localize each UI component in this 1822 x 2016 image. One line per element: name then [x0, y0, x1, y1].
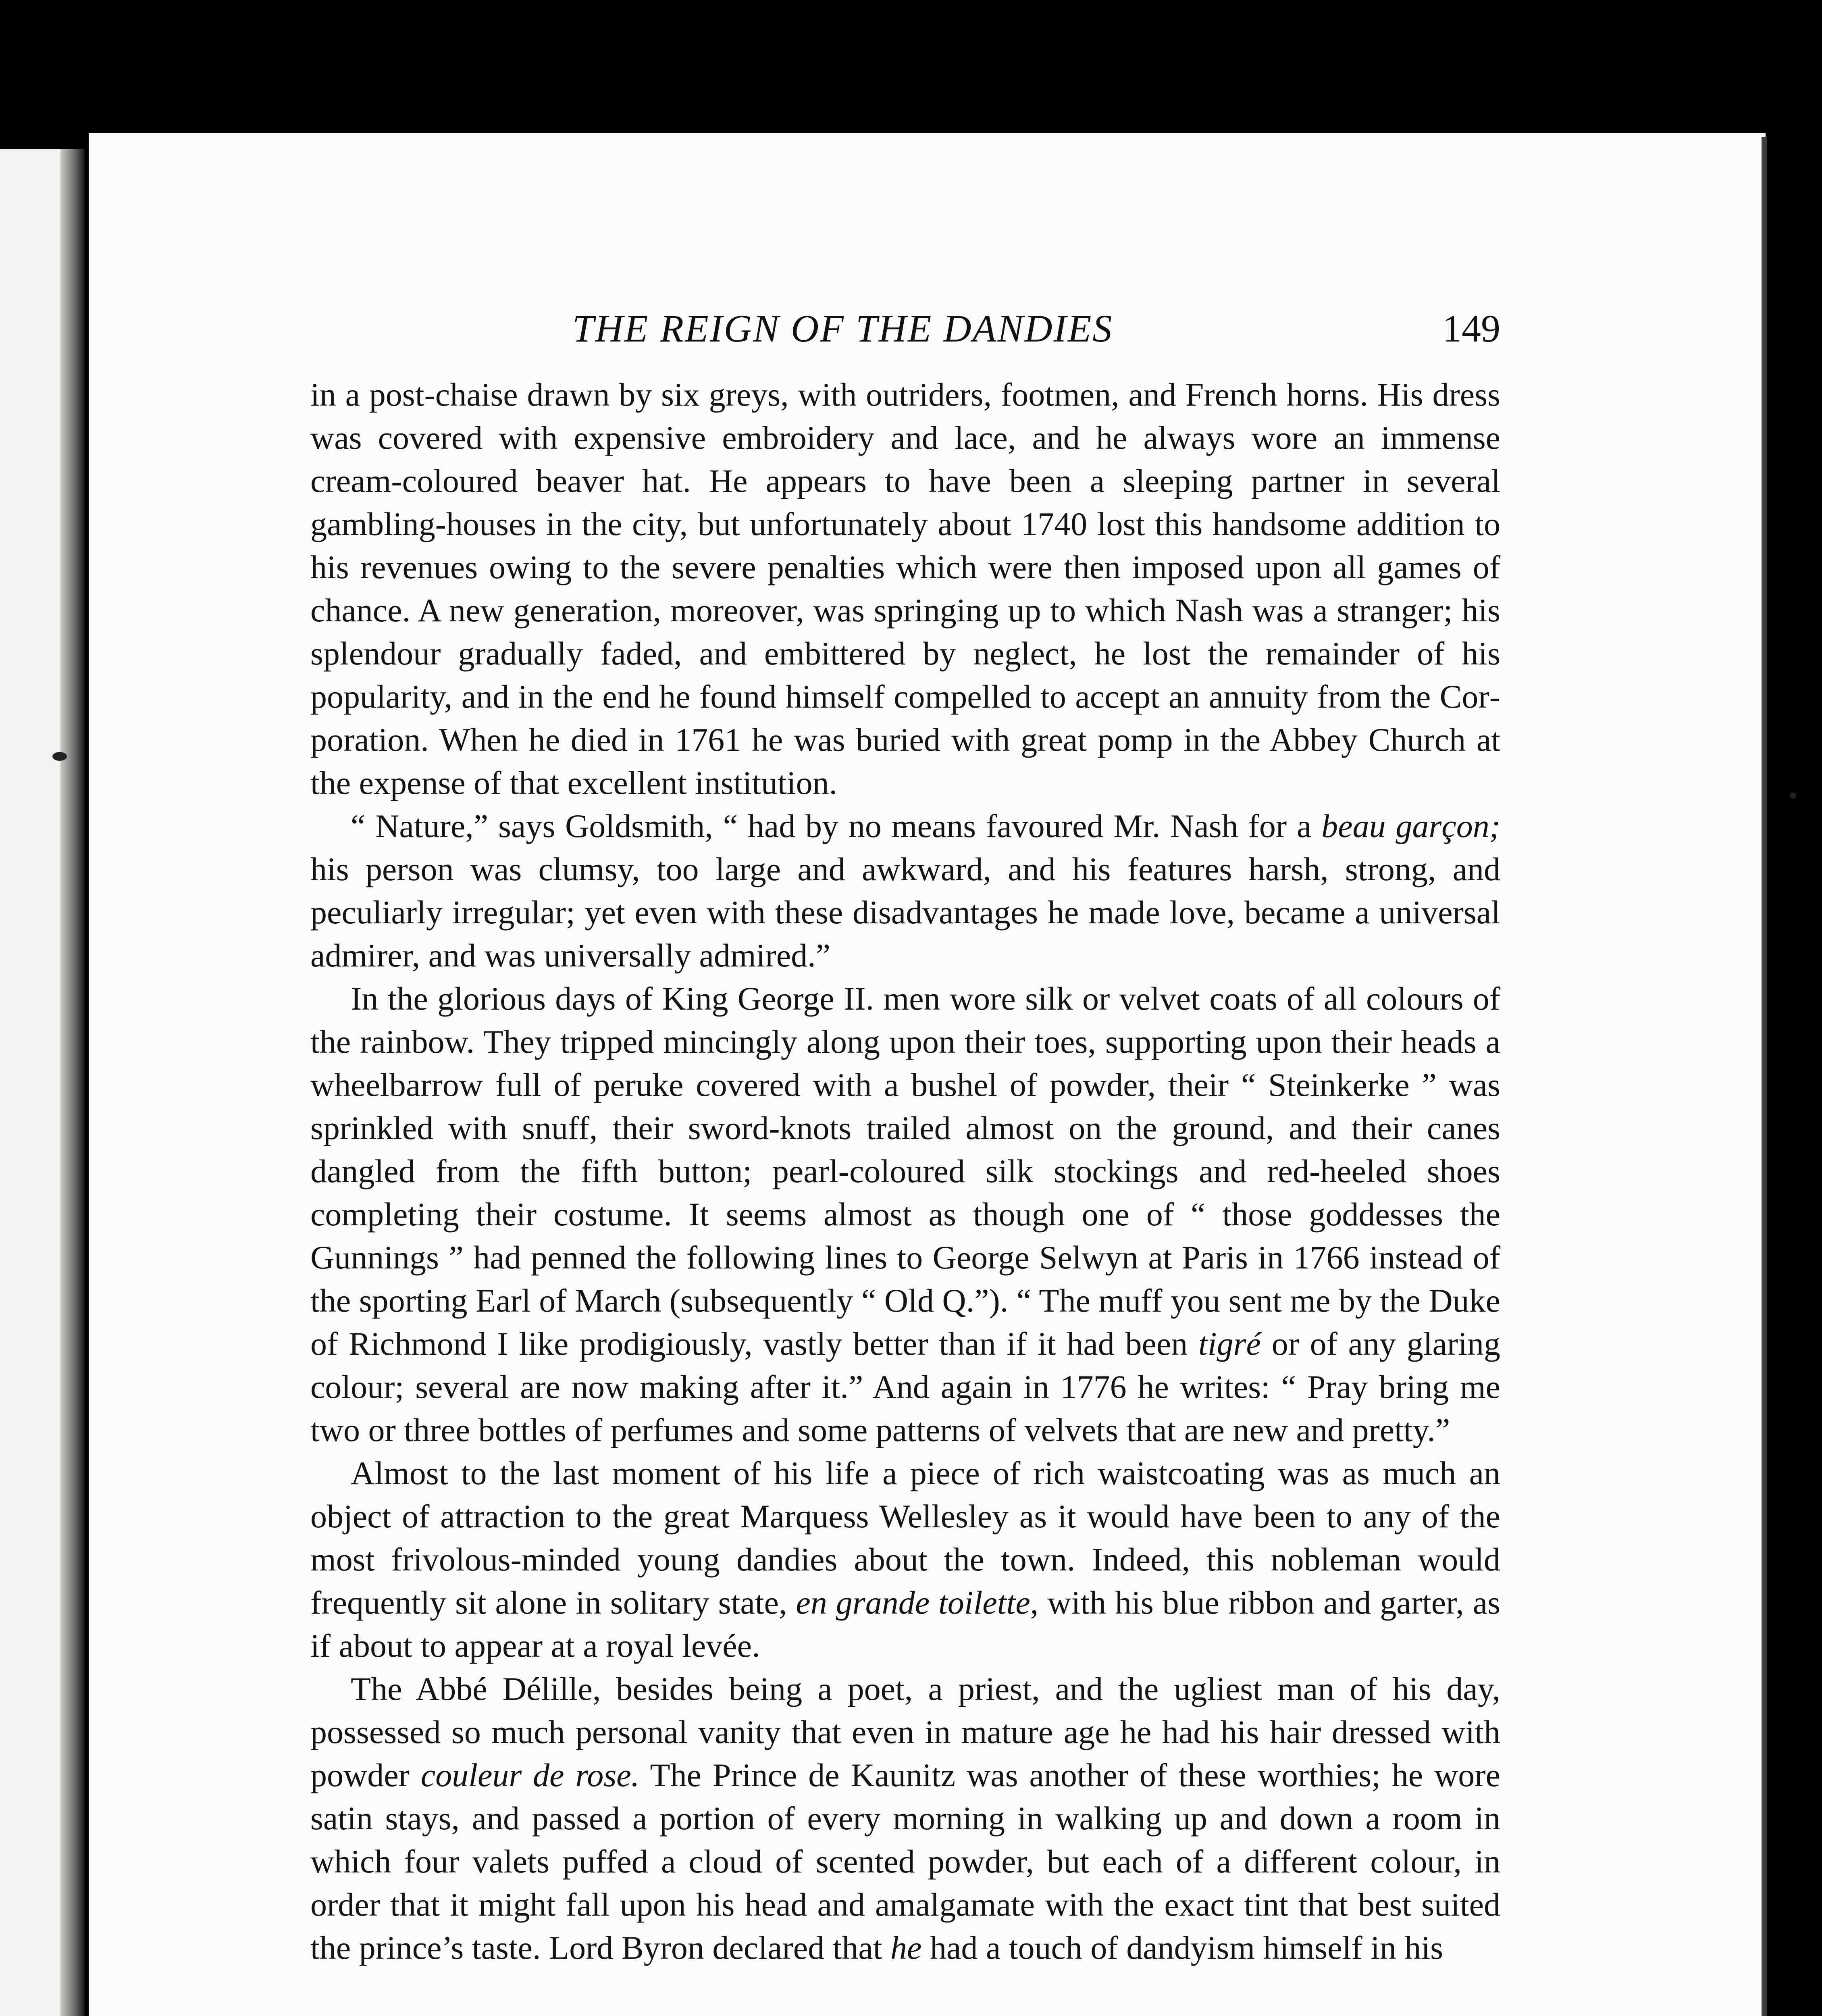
page-header — [310, 304, 1500, 353]
book-gutter — [60, 149, 85, 2016]
italic-phrase: beau garçon; — [1321, 808, 1500, 844]
paragraph — [310, 1667, 1500, 1969]
text-run: “ Nature,” says Goldsmith, “ had by no means favoured Mr. Nash for a — [351, 808, 1322, 844]
page-right-edge — [1762, 137, 1767, 2016]
text-run: The Prince de Kaunitz was another of these worthies; he wore satin stays, and passed a portion of every morning in walking up and down a room in which four valets puffed a cloud of scented powder, but each of a different colour, in order that it might fall upon his head and amalgamate with the exact tint that best suited the prince’s taste. Lord Byron declared that — [310, 1757, 1500, 1966]
text-run: Almost to the last moment of his life a piece of rich waistcoating was as much an object of attraction to the great Marquess Wellesley as it would have been to any of the most frivolous-minded young dandies about the town. Indeed, this nobleman would frequently sit alone in solitary state, — [310, 1455, 1500, 1621]
text-run: In the glorious days of King George II. men wore silk or velvet coats of all colours of the rainbow. They tripped mincingly along upon their toes, supporting upon their heads a wheelbarrow full of peruke covered with a bushel of powder, their “ Steinkerke ” was sprinkled with snuff, their sword-knots trailed almost on the ground, and their canes dangled from the fifth button; pearl-coloured silk stockings and red-heeled shoes completing their costume. It seems almost as though one of “ those goddesses the Gunnings ” had penned the following lines to George Selwyn at Paris in 1766 instead of the sporting Earl of March (subsequently “ Old Q.”). “ The muff you sent me by the Duke of Richmond I like prodigiously, vastly better than if it had been — [310, 980, 1500, 1362]
italic-phrase: en grande toilette — [796, 1584, 1030, 1621]
paragraph — [310, 1452, 1500, 1667]
left-margin-mark — [52, 752, 67, 761]
page-number: 149 — [1442, 307, 1500, 350]
text-run: his person was clumsy, too large and awkward, and his features harsh, strong, and peculiarly irregular; yet even with these disadvantages he made love, became a universal admirer, and was universally admired.” — [310, 851, 1500, 974]
right-margin-mark — [1790, 792, 1796, 799]
paragraph — [310, 977, 1500, 1452]
italic-phrase: tigré — [1198, 1325, 1261, 1362]
text-run: in a post-chaise drawn by six greys, with outriders, footmen, and French horns. His dress was covered with expensive embroidery and lace, and he always wore an immense cream-coloured beaver hat. He appears to have been a sleeping partner in several gambling-houses in the city, but unfortunately about 1740 lost this handsome addition to his revenues owing to the severe penalties which were then imposed upon all games of chance. A new generation, moreover, was springing up to which Nash was a stranger; his splendour gradually faded, and embittered by neglect, he lost the remainder of his popularity, and in the end he found himself compelled to accept an annuity from the Corporation. When he died in 1761 he was buried with great pomp in the Abbey Church at the expense of that excellent institution. — [310, 376, 1500, 801]
body-text — [310, 373, 1500, 1969]
text-run: , with his blue ribbon and garter, as if about to appear at a royal levée. — [310, 1584, 1501, 1664]
italic-phrase: he — [890, 1929, 922, 1966]
text-run: or of any glaring colour; several are now making after it.” And again in 1776 he writes: “ Pray bring me two or three bottles of perfumes and some patterns of velvets that are new and pretty.” — [310, 1325, 1500, 1448]
paragraph — [310, 373, 1500, 804]
italic-phrase: couleur de rose. — [420, 1757, 640, 1793]
text-run: had a touch of dandyism himself in his — [921, 1929, 1443, 1966]
running-head: THE REIGN OF THE DANDIES — [572, 307, 1113, 350]
paragraph — [310, 804, 1500, 977]
text-run: The Abbé Délille, besides being a poet, a priest, and the ugliest man of his day, possessed so much personal vanity that even in mature age he had his hair dressed with powder — [310, 1670, 1500, 1793]
